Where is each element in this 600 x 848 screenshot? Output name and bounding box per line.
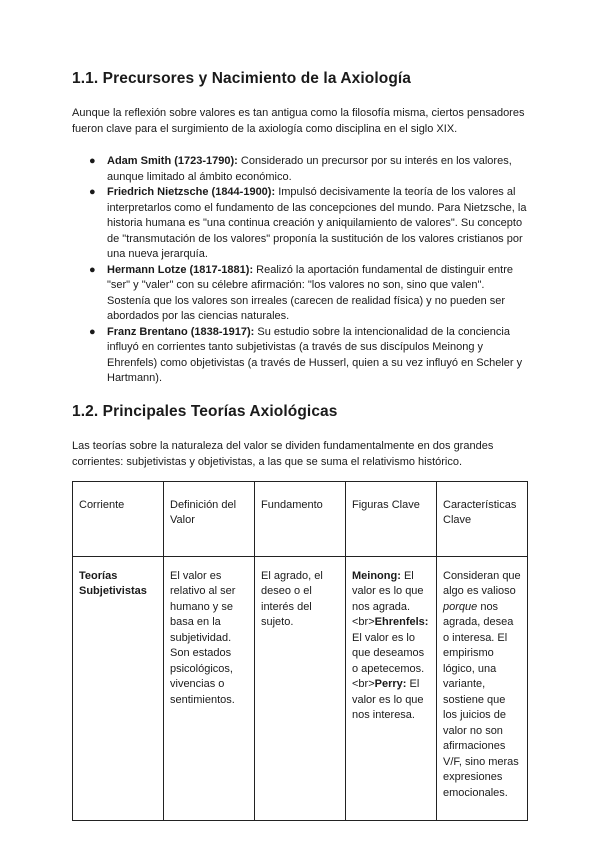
theories-table <box>72 481 528 821</box>
table-cell-definicion: El valor es relativo al ser humano y se basa en la subjetividad. Son estados psicológicos, vivencias o sentimientos. <box>164 556 255 820</box>
list-item: ● Adam Smith (1723-1790): Considerado un precursor por su interés en los valores, aunque limitado al ámbito económico. <box>89 155 512 183</box>
section-heading-teorias: 1.2. Principales Teorías Axiológicas <box>72 402 338 420</box>
table-header-cell: Características Clave <box>437 481 528 556</box>
section-heading-precursores: 1.1. Precursores y Nacimiento de la Axiología <box>72 70 412 87</box>
table-cell-figuras: Meinong: El valor es lo que nos agrada.<br>Ehrenfels: El valor es lo que deseamos o apetecemos.<br>Perry: El valor es lo que nos interesa. <box>346 556 437 820</box>
bullet-icon: ● <box>89 325 96 338</box>
bullet-icon: ● <box>89 263 96 276</box>
table-header-row <box>73 481 528 556</box>
section-intro-paragraph: Aunque la reflexión sobre valores es tan antigua como la filosofía misma, ciertos pensadores fueron clave para el surgimiento de la axiología como disciplina en el siglo XIX. <box>72 107 525 135</box>
document-page <box>72 62 528 821</box>
table-row <box>73 556 528 820</box>
list-item: ● Hermann Lotze (1817-1881): Realizó la aportación fundamental de distinguir entre "ser" y "valer" con su célebre afirmación: "los valores no son, sino que valen". Sostenía que los valores son irreales (carecen de realidad física) y no pueden ser abordados por las ciencias naturales. <box>89 263 513 322</box>
table-header-cell: Fundamento <box>255 481 346 556</box>
list-item: ● Friedrich Nietzsche (1844-1900): Impulsó decisivamente la teoría de los valores al interpretarlos como el fundamento de las concepciones del mundo. Para Nietzsche, la historia humana es "una continua creación y aniquilamiento de valores". Su concepto de "transmutación de los valores" proponía la sustitución de los valores cristianos por una nueva jerarquía. <box>89 186 527 260</box>
precursors-list <box>72 154 528 387</box>
table-header-cell: Definición del Valor <box>164 481 255 556</box>
table-cell-caracteristicas: Consideran que algo es valioso porque nos agrada, desea o interesa. El empirismo lógico, una variante, sostiene que los juicios de valor no son afirmaciones V/F, sino meras expresiones emocionales. <box>437 556 528 820</box>
table-cell-fundamento: El agrado, el deseo o el interés del sujeto. <box>255 556 346 820</box>
table-header-cell: Figuras Clave <box>346 481 437 556</box>
list-item: ● Franz Brentano (1838-1917): Su estudio sobre la intencionalidad de la conciencia influyó en corrientes tanto subjetivistas (a través de sus discípulos Meinong y Ehrenfels) como objetivistas (a través de Husserl, quien a su vez influyó en Scheler y Hartmann). <box>89 325 523 384</box>
bullet-icon: ● <box>89 155 96 167</box>
section-intro-paragraph: Las teorías sobre la naturaleza del valor se dividen fundamentalmente en dos grandes corrientes: subjetivistas y objetivistas, a las que se suma el relativismo histórico. <box>72 439 494 468</box>
bullet-icon: ● <box>89 186 96 198</box>
table-cell-corriente: Teorías Subjetivistas <box>73 556 164 820</box>
table-header-cell: Corriente <box>73 481 164 556</box>
